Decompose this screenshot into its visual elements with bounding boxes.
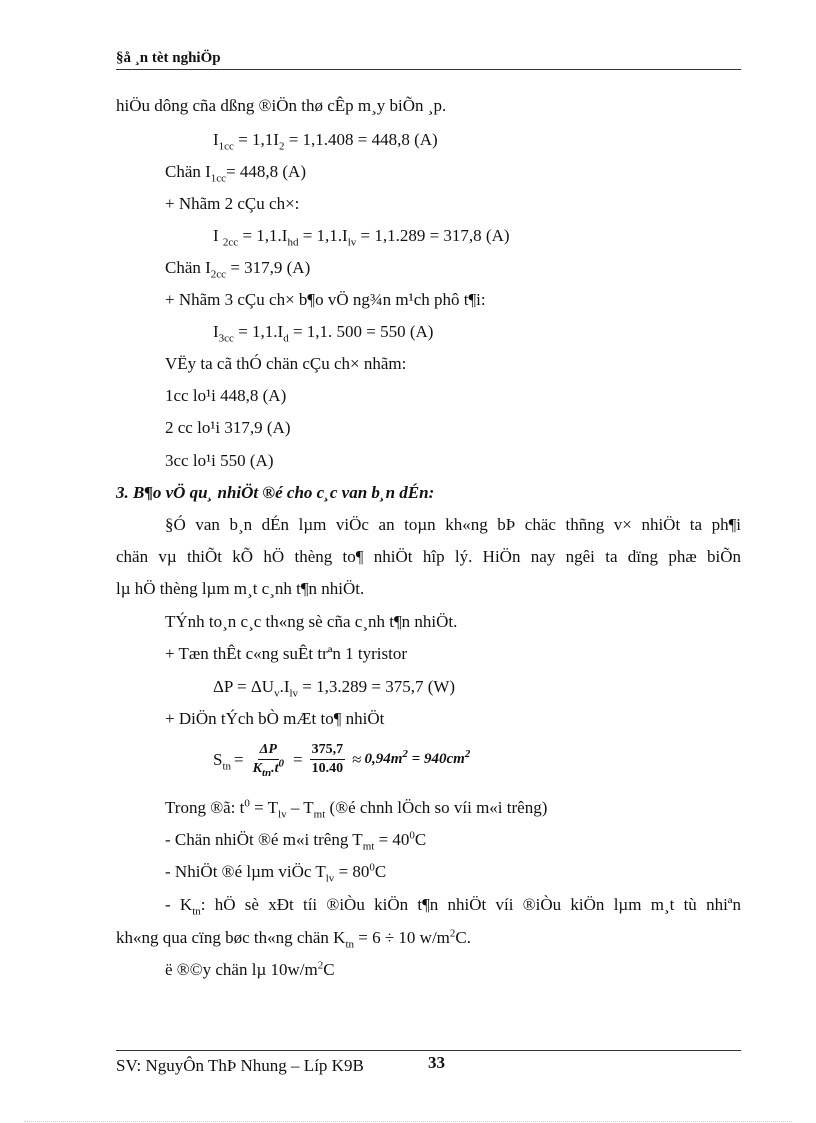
page-number: 33 [428, 1053, 445, 1072]
header-rule [116, 69, 741, 70]
text-line: hiÖu dông cña dßng ®iÖn thø cÊp m¸y biÕn ¸p. [116, 96, 447, 115]
text-line: - NhiÖt ®é lµm viÖc $T_{lv} = 80^0C$ [165, 861, 387, 885]
text-line: + Tæn thÊt c«ng suÊt trªn 1 tyristor [165, 644, 408, 663]
fraction-symbolic: $\frac{\Delta P}{K_{tn}.t^0}$ [252, 742, 285, 779]
list-item: 2 cc lo¹i 317,9 (A) [165, 418, 291, 437]
text-line: - Chän nhiÖt ®é m«i trêng $T_{mt} = 40^0C$ [165, 829, 427, 853]
footer-author: SV: NguyÔn ThÞ Nhung – Líp K9B [116, 1056, 364, 1075]
page-edge [24, 1121, 792, 1122]
text-line: ë ®©y chän lµ $10w/m^2C$ [165, 959, 335, 979]
list-item: 1cc lo¹i 448,8 (A) [165, 386, 287, 405]
paragraph-line: kh«ng qua cïng bøc th«ng chän $K_{tn} = 6 \div 10$ $w/m^2C$. [116, 927, 471, 951]
paragraph-line: §Ó van b¸n dÉn lµm viÖc an toµn kh«ng bÞ chäc thñng v× nhiÖt ta ph¶i [165, 515, 741, 534]
section-heading: 3. B¶o vÖ qu¸ nhiÖt ®é cho c¸c van b¸n dÉn: [116, 483, 435, 502]
equation-area: $S_{tn}$ = $\frac{\Delta P}{K_{tn}.t^0}$ = $\frac{375,7}{10.40}$ ≈ $0,94m^2 = 940cm^2$ [213, 742, 471, 779]
formula-lhs: $S_{tn}$ [213, 749, 232, 772]
equation-i2cc: I $_{2cc} = 1,1.I_{hd} = 1,1.I_{lv} = 1,1.289 = 317,8$ (A) [213, 226, 510, 249]
text-line: + DiÖn tÝch bÒ mÆt to¶ nhiÖt [165, 709, 385, 728]
footer-rule [116, 1050, 741, 1051]
equation-i1cc: $I_{1cc} = 1,1I_2 = 1,1.408 = 448,8$ (A) [213, 130, 438, 153]
equation-delta-p: $\Delta P = \Delta U_v.I_{lv} = 1,3.289 = 375,7$ (W) [213, 677, 456, 700]
list-item: 3cc lo¹i 550 (A) [165, 451, 274, 470]
text-line: + Nhãm 2 cÇu ch×: [165, 194, 300, 213]
equation-i3cc: $I_{3cc} = 1,1.I_d = 1,1$. 500 = 550 (A) [213, 322, 434, 345]
choice-i2cc: Chän $I_{2cc} = 317,9$ (A) [165, 258, 311, 281]
paragraph-line: lµ hÖ thèng lµm m¸t c¸nh t¶n nhiÖt. [116, 579, 365, 598]
fraction-numeric: $\frac{375,7}{10.40}$ [311, 742, 344, 776]
text-line: VËy ta cã thÓ chän cÇu ch× nhãm: [165, 354, 407, 373]
text-line: Trong ®ã: $t^0 = T_{lv} - T_{mt}$ (®é chnh lÖch so víi m«i trêng) [165, 797, 548, 821]
paragraph-line: chän vµ thiÕt kÕ hÖ thèng to¶ nhiÖt hîp lý. HiÖn nay ngêi ta dïng phæ biÕn [116, 547, 741, 566]
choice-i1cc: Chän $I_{1cc}= 448,8$ (A) [165, 162, 306, 185]
text-line: + Nhãm 3 cÇu ch× b¶o vÖ ng¾n m¹ch phô t¶i: [165, 290, 486, 309]
text-line: TÝnh to¸n c¸c th«ng sè cña c¸nh t¶n nhiÖt. [165, 612, 458, 631]
formula-result: $0,94m^2 = 940cm^2$ [364, 748, 471, 767]
header-title: §å ¸n tèt nghiÖp [116, 50, 221, 66]
paragraph-line: - $K_{tn}$: hÖ sè xÐt tíi ®iÒu kiÖn t¶n nhiÖt víi ®iÒu kiÖn lµm m¸t tù nhiªn [165, 895, 741, 918]
